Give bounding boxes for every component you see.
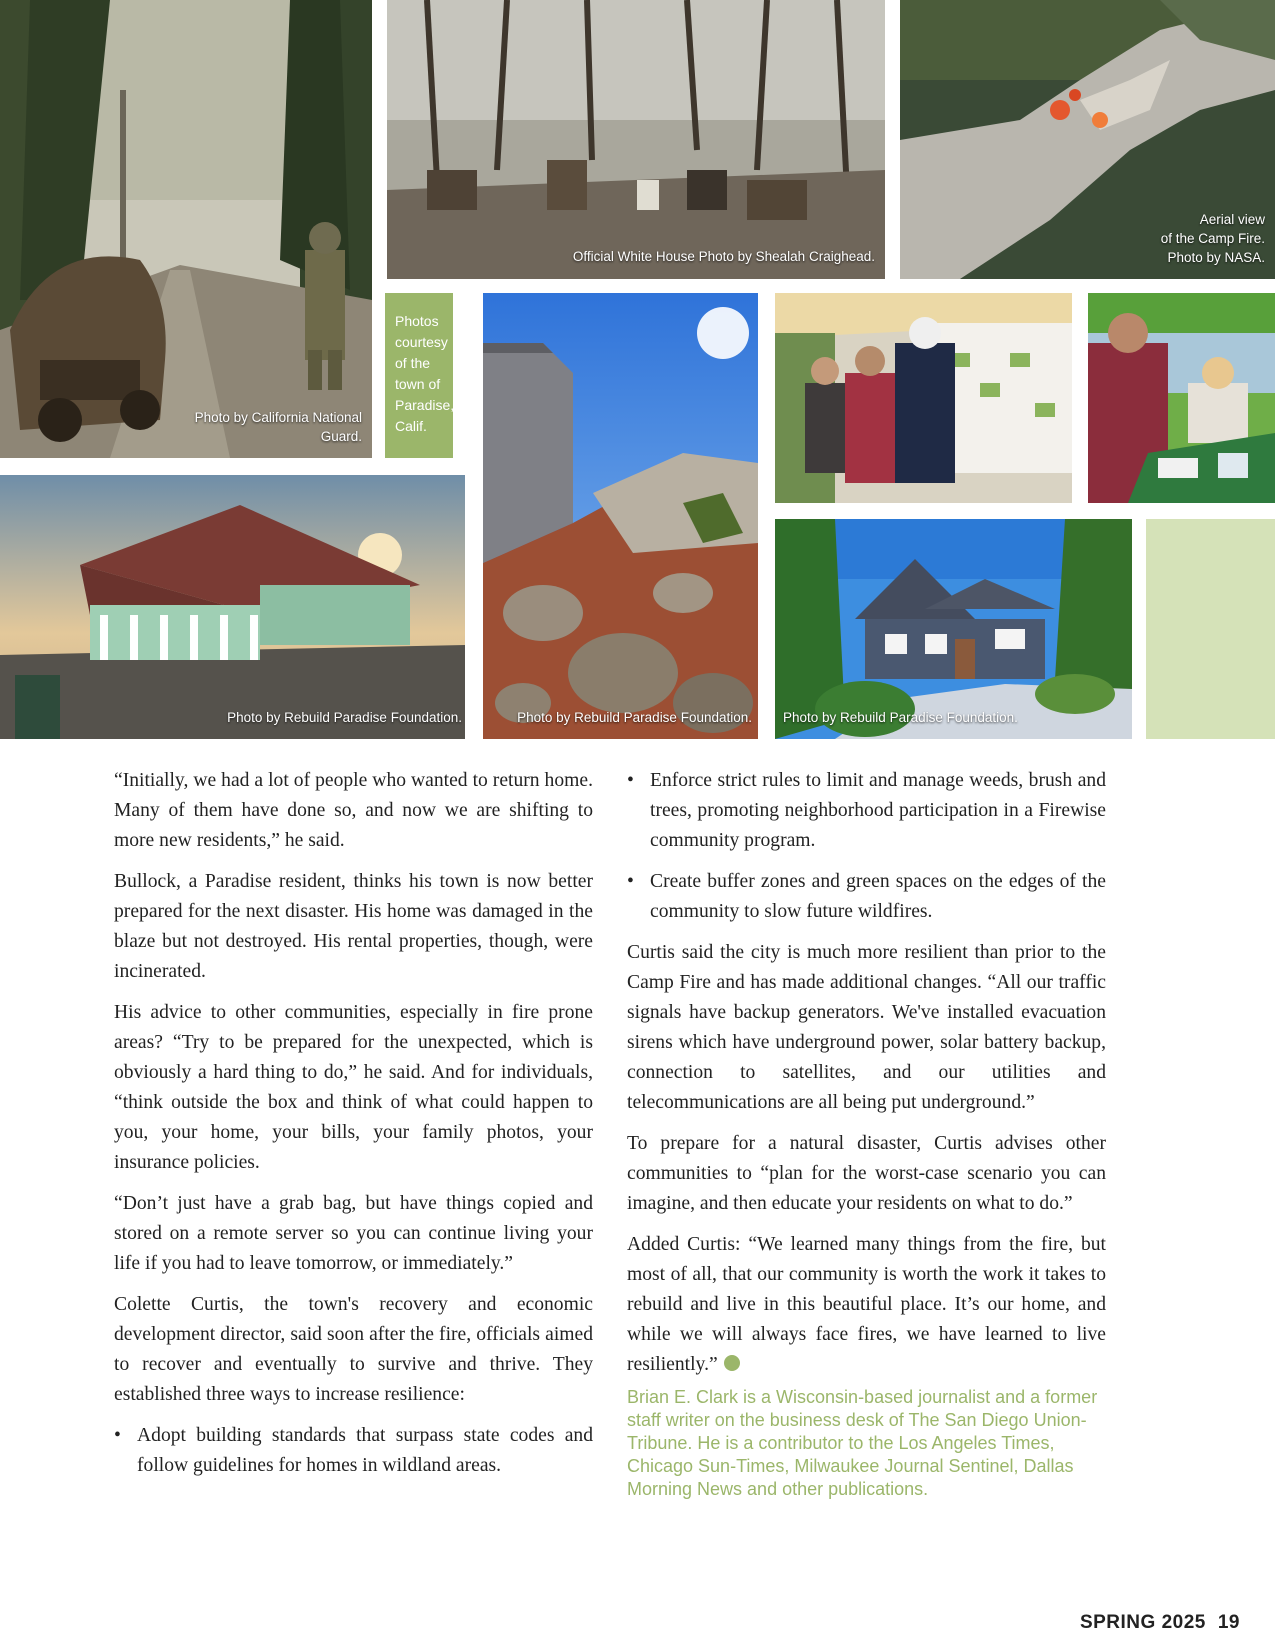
caption-guard: Photo by California National Guard.	[194, 410, 362, 444]
photo-burned-ruins	[387, 0, 885, 279]
photo-community-display-board	[775, 293, 1072, 503]
photo-rock-landscaping	[483, 293, 758, 739]
photo-aerial-camp-fire	[900, 0, 1275, 279]
caption-nasa-line1: Aerial view	[1199, 212, 1265, 227]
article-paragraph: Colette Curtis, the town's recovery and economic development director, said soon after the fire, officials aimed to recover and eventually to survive and thrive. They established three ways to increase resilience:	[114, 1294, 593, 1405]
resilience-list-item: • Create buffer zones and green spaces on the edges of the community to slow future wildfires.	[627, 867, 1106, 927]
article-final-text: Added Curtis: “We learned many things from the fire, but most of all, that our community is worth the work it takes to rebuild and live in this beautiful place. It’s our home, and while we will always face fires, we have learned to live resiliently.”	[627, 1234, 1106, 1375]
caption-nasa-line3: Photo by NASA.	[1167, 250, 1265, 265]
photo-burned-car-guard	[0, 0, 372, 458]
resilience-list-item: • Adopt building standards that surpass state codes and follow guidelines for homes in wildland areas.	[114, 1421, 593, 1481]
end-of-article-dot-icon	[724, 1355, 740, 1371]
caption-white-house: Official White House Photo by Shealah Craighead.	[572, 249, 875, 264]
article-paragraph: “Don’t just have a grab bag, but have things copied and stored on a remote server so you can continue living your life if you had to leave tomorrow, or immediately.”	[114, 1193, 593, 1274]
resilience-list	[114, 1421, 593, 1481]
article-left-column	[114, 766, 593, 1492]
decorative-green-block	[1146, 519, 1275, 739]
resilience-list-item: • Enforce strict rules to limit and manage weeds, brush and trees, promoting neighborhood participation in a Firewise community program.	[627, 766, 1106, 856]
photo-green-house-sunset	[0, 475, 465, 739]
page-number: 19	[1217, 1612, 1240, 1633]
article-right-column	[627, 766, 1106, 1512]
caption-rebuild-rocks: Photo by Rebuild Paradise Foundation.	[517, 710, 752, 725]
page-footer	[1080, 1612, 1240, 1634]
caption-rebuild-house: Photo by Rebuild Paradise Foundation.	[227, 710, 462, 725]
article-paragraph: To prepare for a natural disaster, Curtis advises other communities to “plan for the worst-case scenario you can imagine, and then educate your residents on what to do.”	[627, 1133, 1106, 1214]
caption-nasa	[1161, 210, 1265, 267]
caption-rebuild-blue-house: Photo by Rebuild Paradise Foundation.	[783, 710, 1018, 725]
article-paragraph: His advice to other communities, especially in fire prone areas? “Try to be prepared for the unexpected, which is obviously a hard thing to do,” he said. And for individuals, “think outside the box and think of what could happen to you, your home, your bills, your family photos, your insurance policies.	[114, 1002, 593, 1173]
author-bio: Brian E. Clark is a Wisconsin-based journalist and a former staff writer on the business desk of The San Diego Union-Tribune. He is a contributor to the Los Angeles Times, Chicago Sun-Times, Milwaukee Journal Sentinel, Dallas Morning News and other publications.	[627, 1387, 1098, 1499]
article-paragraph: Curtis said the city is much more resilient than prior to the Camp Fire and has made additional changes. “All our traffic signals have backup generators. We've installed evacuation sirens which have underground power, solar battery backup, connection to satellites, and our utilities and telecommunications are all being put underground.”	[627, 942, 1106, 1113]
article-paragraph: Bullock, a Paradise resident, thinks his town is now better prepared for the next disaster. His home was damaged in the blaze but not destroyed. His rental properties, though, were incinerated.	[114, 871, 593, 982]
issue-label: SPRING 2025	[1079, 1612, 1206, 1633]
article-paragraph: “Initially, we had a lot of people who wanted to return home. Many of them have done so, and now we are shifting to more new residents,” he said.	[114, 770, 593, 851]
photo-rebuilt-blue-house	[775, 519, 1132, 739]
resilience-list-continued	[627, 766, 1106, 927]
photos-courtesy-text: Photos courtesy of the town of Paradise, Calif.	[395, 313, 455, 434]
photo-community-info-table	[1088, 293, 1275, 503]
article-paragraph-final	[627, 1230, 1106, 1380]
photos-courtesy-box	[385, 293, 453, 458]
caption-nasa-line2: of the Camp Fire.	[1160, 231, 1265, 246]
